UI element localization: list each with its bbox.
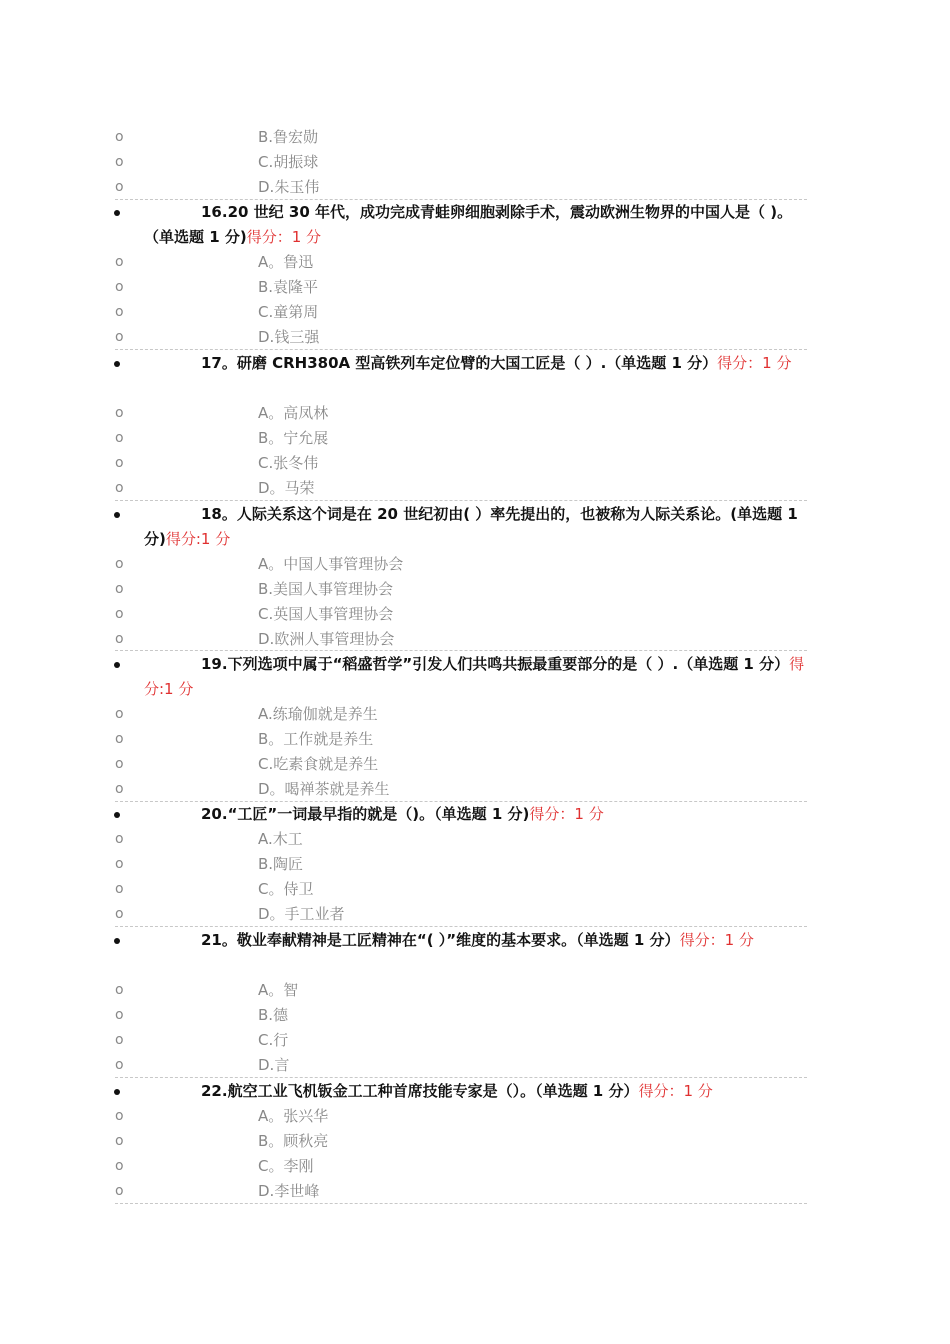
circle-bullet: o bbox=[115, 556, 124, 572]
circle-bullet: o bbox=[115, 480, 124, 496]
option-text: B。工作就是养生 bbox=[258, 730, 374, 748]
score-label: 得分：1 分 bbox=[717, 354, 792, 372]
circle-bullet: o bbox=[115, 1108, 124, 1124]
bullet-dot bbox=[114, 1089, 120, 1095]
option-text: C.童第周 bbox=[258, 303, 319, 321]
option-row[interactable] bbox=[0, 275, 950, 300]
bullet-dot bbox=[114, 361, 120, 367]
option-text: D.欧洲人事管理协会 bbox=[258, 630, 395, 648]
option-row[interactable] bbox=[0, 150, 950, 175]
question-stem: 20.“工匠”一词最早指的就是（)。（单选题 1 分) bbox=[201, 805, 530, 823]
option-text: A。智 bbox=[258, 981, 299, 999]
circle-bullet: o bbox=[115, 279, 124, 295]
circle-bullet: o bbox=[115, 906, 124, 922]
option-text: B.美国人事管理协会 bbox=[258, 580, 394, 598]
option-row[interactable] bbox=[0, 752, 950, 777]
option-row[interactable] bbox=[0, 602, 950, 627]
circle-bullet: o bbox=[115, 1158, 124, 1174]
circle-bullet: o bbox=[115, 631, 124, 647]
option-row[interactable] bbox=[0, 426, 950, 451]
circle-bullet: o bbox=[115, 254, 124, 270]
option-row[interactable] bbox=[0, 125, 950, 150]
option-row[interactable] bbox=[0, 852, 950, 877]
option-text: C.吃素食就是养生 bbox=[258, 755, 379, 773]
question-stem: 19.下列选项中属于“稻盛哲学”引发人们共鸣共振最重要部分的是（ ）.（单选题 1 分） bbox=[201, 655, 790, 673]
divider bbox=[115, 500, 807, 501]
option-row[interactable] bbox=[0, 727, 950, 752]
option-text: C.英国人事管理协会 bbox=[258, 605, 394, 623]
divider bbox=[115, 1203, 807, 1204]
option-row[interactable] bbox=[0, 1104, 950, 1129]
option-text: A.木工 bbox=[258, 830, 303, 848]
question-body bbox=[144, 652, 808, 702]
option-row[interactable] bbox=[0, 1028, 950, 1053]
bullet-dot bbox=[114, 512, 120, 518]
bullet-dot bbox=[114, 812, 120, 818]
option-text: C.张冬伟 bbox=[258, 454, 319, 472]
question-body bbox=[144, 928, 808, 953]
option-row[interactable] bbox=[0, 1003, 950, 1028]
option-text: A。鲁迅 bbox=[258, 253, 314, 271]
option-text: B。顾秋亮 bbox=[258, 1132, 329, 1150]
option-row[interactable] bbox=[0, 777, 950, 802]
option-row[interactable] bbox=[0, 1179, 950, 1204]
option-row[interactable] bbox=[0, 627, 950, 652]
option-text: D.李世峰 bbox=[258, 1182, 320, 1200]
option-row[interactable] bbox=[0, 476, 950, 501]
score-label: 得分:1 分 bbox=[165, 530, 231, 548]
question-stem: 16.20 世纪 30 年代，成功完成青蛙卵细胞剥除手术，震动欧洲生物界的中国人是（ )。（单选题 1 分) bbox=[144, 203, 793, 246]
option-text: C。侍卫 bbox=[258, 880, 314, 898]
question-body bbox=[144, 351, 808, 376]
circle-bullet: o bbox=[115, 179, 124, 195]
question-stem: 21。敬业奉献精神是工匠精神在“( ）”维度的基本要求。（单选题 1 分） bbox=[201, 931, 680, 949]
circle-bullet: o bbox=[115, 1057, 124, 1073]
option-text: C.行 bbox=[258, 1031, 289, 1049]
circle-bullet: o bbox=[115, 781, 124, 797]
circle-bullet: o bbox=[115, 982, 124, 998]
option-text: D。马荣 bbox=[258, 479, 315, 497]
option-text: B。宁允展 bbox=[258, 429, 329, 447]
option-row[interactable] bbox=[0, 577, 950, 602]
option-text: B.陶匠 bbox=[258, 855, 304, 873]
question-stem: 17。研磨 CRH380A 型高铁列车定位臂的大国工匠是（ ）.（单选题 1 分） bbox=[201, 354, 718, 372]
option-row[interactable] bbox=[0, 1154, 950, 1179]
option-text: C。李刚 bbox=[258, 1157, 314, 1175]
option-text: A。中国人事管理协会 bbox=[258, 555, 404, 573]
circle-bullet: o bbox=[115, 129, 124, 145]
circle-bullet: o bbox=[115, 329, 124, 345]
circle-bullet: o bbox=[115, 856, 124, 872]
circle-bullet: o bbox=[115, 405, 124, 421]
circle-bullet: o bbox=[115, 455, 124, 471]
option-row[interactable] bbox=[0, 978, 950, 1003]
question-stem: 18。人际关系这个词是在 20 世纪初由( ）率先提出的，也被称为人际关系论。(单选题 1 分) bbox=[144, 505, 798, 548]
divider bbox=[115, 349, 807, 350]
score-label: 得分:1 分 bbox=[144, 655, 805, 698]
option-text: D.言 bbox=[258, 1056, 290, 1074]
option-text: D。喝禅茶就是养生 bbox=[258, 780, 390, 798]
question-body bbox=[144, 1079, 808, 1104]
bullet-dot bbox=[114, 210, 120, 216]
option-row[interactable] bbox=[0, 877, 950, 902]
option-text: B.德 bbox=[258, 1006, 289, 1024]
circle-bullet: o bbox=[115, 430, 124, 446]
circle-bullet: o bbox=[115, 706, 124, 722]
option-row[interactable] bbox=[0, 325, 950, 350]
circle-bullet: o bbox=[115, 1032, 124, 1048]
circle-bullet: o bbox=[115, 831, 124, 847]
option-row[interactable] bbox=[0, 175, 950, 200]
circle-bullet: o bbox=[115, 1007, 124, 1023]
option-row[interactable] bbox=[0, 1129, 950, 1154]
circle-bullet: o bbox=[115, 304, 124, 320]
divider bbox=[115, 1077, 807, 1078]
score-label: 得分：1 分 bbox=[679, 931, 754, 949]
question-body bbox=[144, 802, 808, 827]
option-row[interactable] bbox=[0, 702, 950, 727]
option-row[interactable] bbox=[0, 827, 950, 852]
divider bbox=[115, 926, 807, 927]
option-row[interactable] bbox=[0, 902, 950, 927]
circle-bullet: o bbox=[115, 731, 124, 747]
option-row[interactable] bbox=[0, 1053, 950, 1078]
option-row[interactable] bbox=[0, 451, 950, 476]
circle-bullet: o bbox=[115, 1183, 124, 1199]
option-row[interactable] bbox=[0, 401, 950, 426]
option-text: D.钱三强 bbox=[258, 328, 320, 346]
option-text: C.胡振球 bbox=[258, 153, 319, 171]
question-body bbox=[144, 502, 808, 552]
circle-bullet: o bbox=[115, 581, 124, 597]
circle-bullet: o bbox=[115, 606, 124, 622]
bullet-dot bbox=[114, 938, 120, 944]
circle-bullet: o bbox=[115, 881, 124, 897]
score-label: 得分：1 分 bbox=[529, 805, 604, 823]
bullet-dot bbox=[114, 662, 120, 668]
option-text: D。手工业者 bbox=[258, 905, 345, 923]
option-text: A.练瑜伽就是养生 bbox=[258, 705, 378, 723]
option-text: A。张兴华 bbox=[258, 1107, 329, 1125]
option-text: B.鲁宏勋 bbox=[258, 128, 319, 146]
option-row[interactable] bbox=[0, 250, 950, 275]
question-stem: 22.航空工业飞机钣金工工种首席技能专家是（）。（单选题 1 分） bbox=[201, 1082, 639, 1100]
circle-bullet: o bbox=[115, 756, 124, 772]
option-row[interactable] bbox=[0, 552, 950, 577]
question-body bbox=[144, 200, 808, 250]
circle-bullet: o bbox=[115, 1133, 124, 1149]
option-row[interactable] bbox=[0, 300, 950, 325]
score-label: 得分：1 分 bbox=[246, 228, 322, 246]
score-label: 得分：1 分 bbox=[638, 1082, 713, 1100]
circle-bullet: o bbox=[115, 154, 124, 170]
divider bbox=[115, 650, 807, 651]
option-text: B.袁隆平 bbox=[258, 278, 319, 296]
option-text: D.朱玉伟 bbox=[258, 178, 320, 196]
option-text: A。高凤林 bbox=[258, 404, 329, 422]
